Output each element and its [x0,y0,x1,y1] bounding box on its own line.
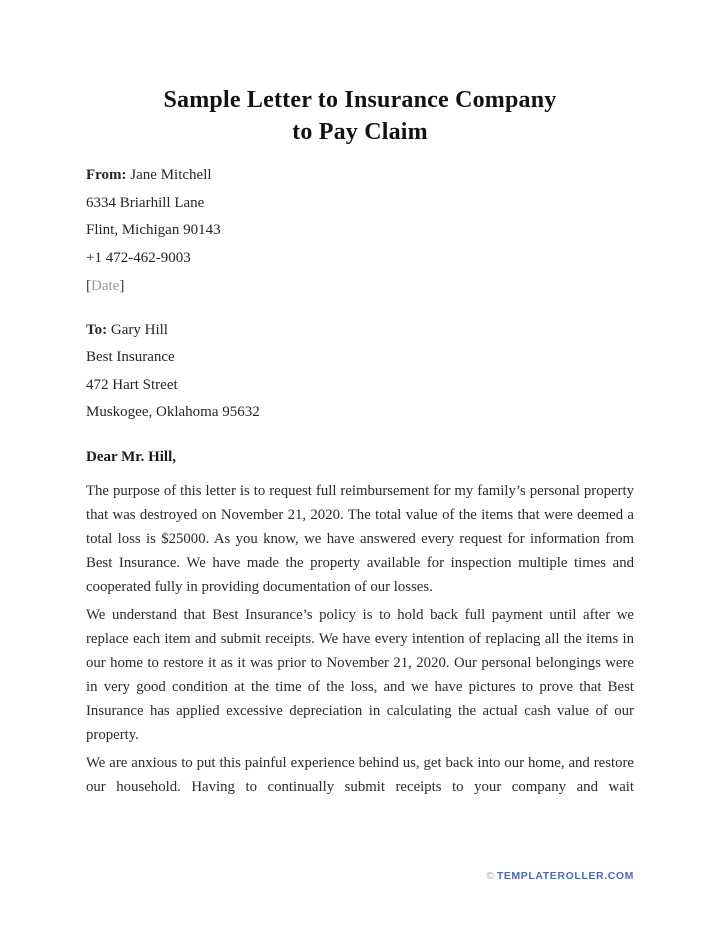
copyright-icon: © [486,871,494,882]
sender-phone: +1 472-462-9003 [86,249,191,266]
title-line-1: Sample Letter to Insurance Company [163,87,557,113]
sender-city: Flint, Michigan 90143 [86,222,221,238]
paragraph-2: We understand that Best Insurance’s policy is to hold back full payment until after we replace each item and submit receipts. We have every intention of replacing all the items in our home to restore it as it was prior to November 21, 2020. Our personal belongings were in very good condition at the time of the loss, and we have pictures to prove that Best Insurance has applied excessive depreciation in calculating the actual cash value of our property. [86,607,634,743]
letter-body [86,479,634,799]
sender-block [86,166,634,267]
recipient-block [86,321,634,422]
footer [486,869,634,884]
from-label: From: [86,167,127,183]
sender-name-line [86,166,634,184]
recipient-street: 472 Hart Street [86,376,178,393]
document-title [86,84,634,148]
sender-street: 6334 Briarhill Lane [86,194,205,211]
date-open-bracket: [ [86,277,91,294]
paragraph-1: The purpose of this letter is to request full reimbursement for my family’s personal property that was destroyed on November 21, 2020. The total value of the items that were deemed a total loss is $25000. As you know, we have answered every request for information from Best Insurance. We have made the property available for inspection multiple times and cooperated fully in providing documentation of our losses. [86,483,634,595]
date-close-bracket: ] [119,277,125,294]
templateroller-link[interactable]: TEMPLATEROLLER.COM [496,870,634,882]
date-placeholder [86,277,634,295]
recipient-city: Muskogee, Oklahoma 95632 [86,404,260,420]
date-ghost-text: Date [91,277,120,294]
paragraph-3: We are anxious to put this painful experience behind us, get back into our home, and restore our household. Having to continually submit receipts to your company and wait [86,755,634,795]
recipient-name-line [86,321,634,339]
recipient-company: Best Insurance [86,349,175,365]
salutation: Dear Mr. Hill, [86,449,176,465]
sender-name: Jane Mitchell [130,167,212,183]
recipient-name: Gary Hill [110,321,168,338]
title-line-2: to Pay Claim [292,119,428,145]
to-label: To: [86,321,108,338]
